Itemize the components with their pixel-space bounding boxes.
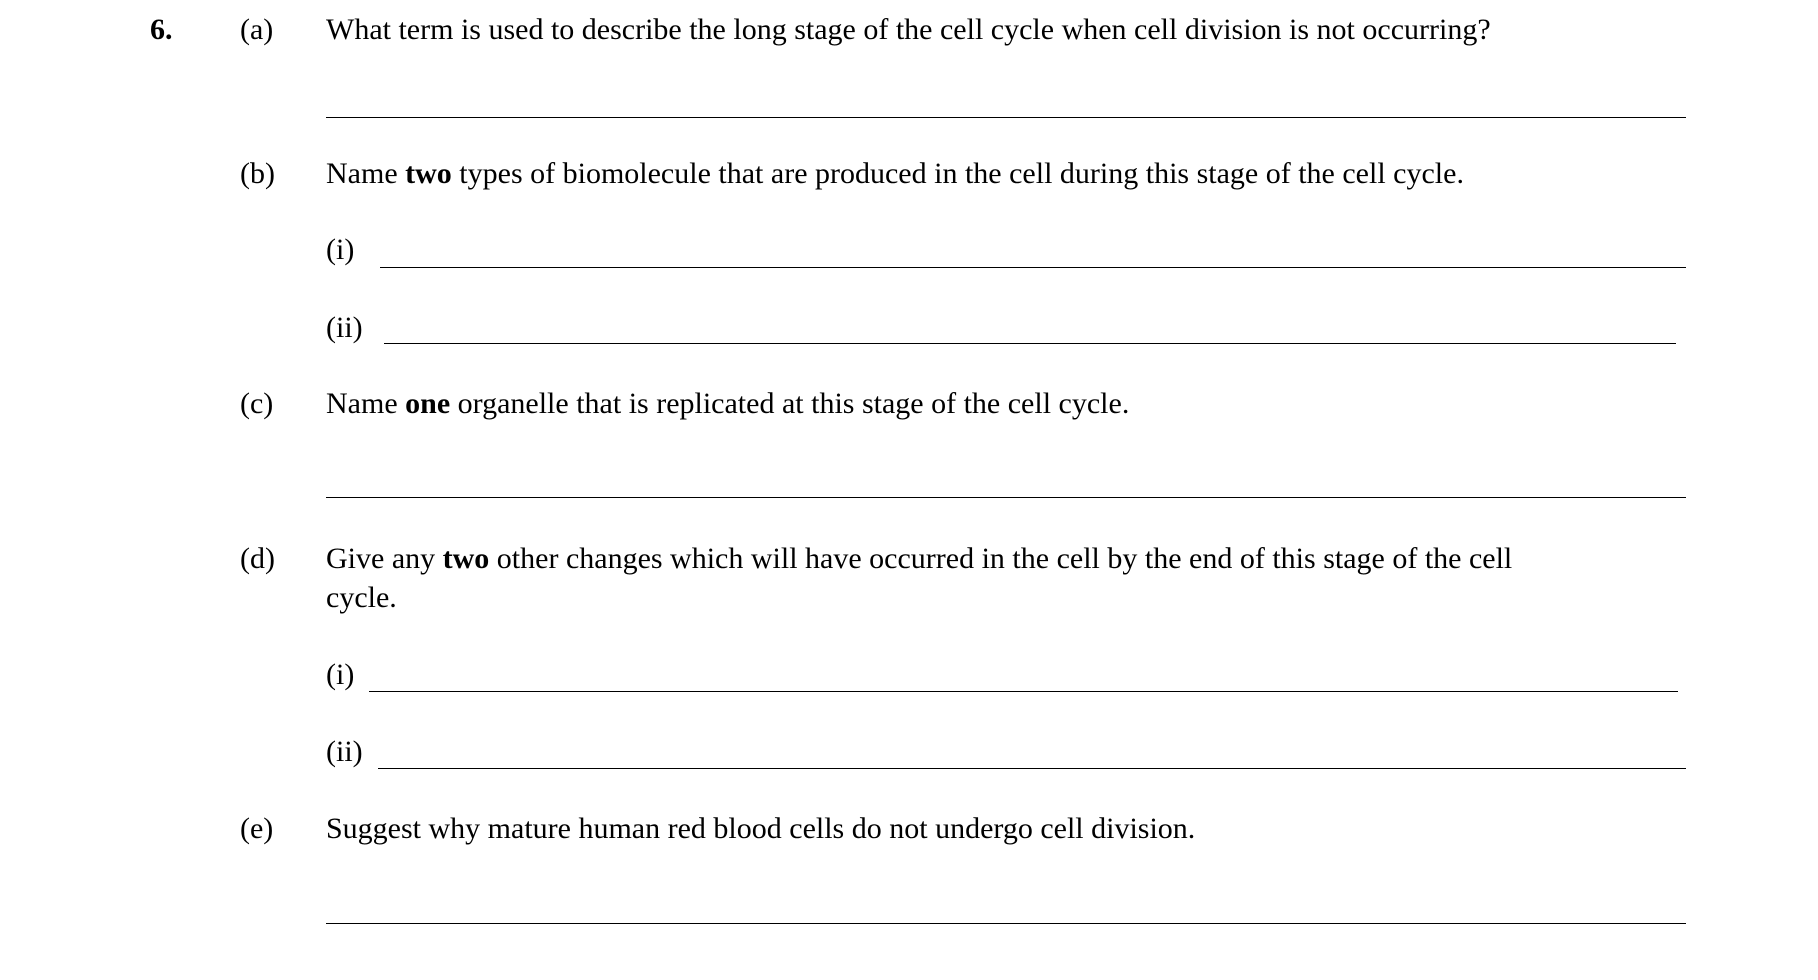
text: Name xyxy=(326,387,406,420)
part-d-i-answer-line[interactable] xyxy=(369,691,1678,692)
question-number: 6. xyxy=(150,13,173,46)
text: Name xyxy=(326,157,406,190)
text: organelle that is replicated at this stage of the cell cycle. xyxy=(450,387,1130,420)
part-c-question xyxy=(326,386,1129,422)
text: Give any xyxy=(326,542,443,575)
part-a-answer-line[interactable] xyxy=(326,117,1686,118)
part-b-ii-answer-line[interactable] xyxy=(384,343,1676,344)
bold-text: two xyxy=(442,542,490,575)
bold-text: one xyxy=(405,387,451,420)
part-b-question xyxy=(326,156,1464,192)
part-d-sub-ii-label: (ii) xyxy=(326,735,363,768)
part-b-sub-i-label: (i) xyxy=(326,233,355,266)
text: types of biomolecule that are produced in the cell during this stage of the cell cycle. xyxy=(451,157,1464,190)
bold-text: two xyxy=(405,157,452,190)
part-b-label: (b) xyxy=(240,157,275,190)
part-c-label: (c) xyxy=(240,387,274,420)
part-b-sub-ii-label: (ii) xyxy=(326,311,363,344)
part-d-ii-answer-line[interactable] xyxy=(378,768,1686,769)
part-d-question-line2: cycle. xyxy=(326,581,397,614)
part-e-question: Suggest why mature human red blood cells do not undergo cell division. xyxy=(326,812,1196,845)
text: other changes which will have occurred in the cell by the end of this stage of the cell xyxy=(489,542,1513,575)
part-a-question: What term is used to describe the long stage of the cell cycle when cell division is not occurring? xyxy=(326,13,1491,46)
part-d-question xyxy=(326,541,1512,577)
part-a-label: (a) xyxy=(240,13,274,46)
part-d-label: (d) xyxy=(240,542,275,575)
part-d-sub-i-label: (i) xyxy=(326,658,355,691)
part-c-answer-line[interactable] xyxy=(326,497,1686,498)
part-b-i-answer-line[interactable] xyxy=(380,267,1686,268)
part-e-answer-line[interactable] xyxy=(326,923,1686,924)
part-e-label: (e) xyxy=(240,812,274,845)
